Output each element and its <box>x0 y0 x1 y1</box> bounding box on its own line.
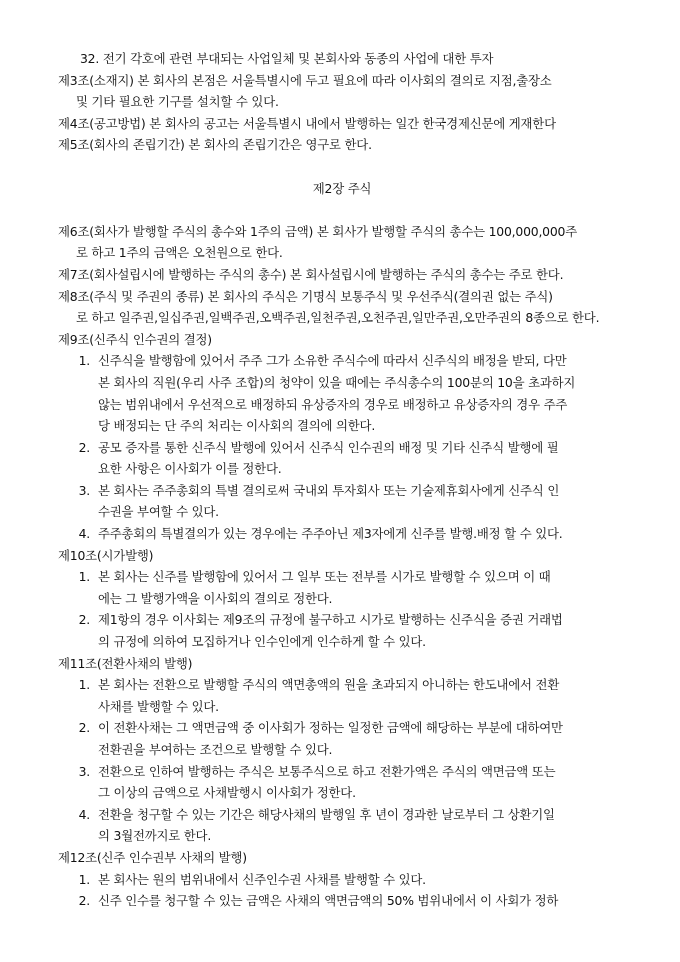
item-number: 3. <box>78 763 90 779</box>
list-item <box>58 869 626 891</box>
item-number: 1. <box>78 353 90 369</box>
item-number: 2. <box>78 612 90 628</box>
article-10-title: 제10조(시가발행) <box>58 547 154 563</box>
item-text-continuation: 에는 그 발행가액을 이사회의 결의로 정한다. <box>98 590 333 606</box>
item-text-continuation: 당 배정되는 단 주의 처리는 이사회의 결의에 의한다. <box>98 418 376 434</box>
article-10-items <box>58 566 626 652</box>
article-9-items <box>58 350 626 544</box>
list-item <box>58 480 626 502</box>
item-number: 4. <box>78 806 90 822</box>
list-item <box>58 890 626 912</box>
item-text: 본 회사는 주주총회의 특별 결의로써 국내외 투자회사 또는 기술제휴회사에게 신주식 인 <box>98 482 560 498</box>
spacer <box>58 156 626 178</box>
article-6-line-2: 로 하고 1주의 금액은 오천원으로 한다. <box>76 245 283 261</box>
item-text: 신주식을 발행함에 있어서 주주 그가 소유한 주식수에 따라서 신주식의 배정을 받되, 다만 <box>98 353 567 369</box>
item-number: 1. <box>78 677 90 693</box>
document-page <box>58 48 626 912</box>
item-text-continuation: 사채를 발행할 수 있다. <box>98 698 219 714</box>
item-text: 이 전환사채는 그 액면금액 중 이사회가 정하는 일정한 금액에 해당하는 부분에 대하여만 <box>98 720 563 736</box>
article-9-title: 제9조(신주식 인수권의 결정) <box>58 331 212 347</box>
article-5: 제5조(회사의 존립기간) 본 회사의 존립기간은 영구로 한다. <box>58 137 372 153</box>
article-8-line-1: 제8조(주식 및 주권의 종류) 본 회사의 주식은 기명식 보통주식 및 우선주식(결의권 없는 주식) <box>58 288 553 304</box>
list-item <box>58 717 626 739</box>
item-text-continuation: 의 규정에 의하여 모집하거나 인수인에게 인수하게 할 수 있다. <box>98 634 426 650</box>
item-text-continuation: 수권을 부여할 수 있다. <box>98 504 219 520</box>
article-3-line-2: 및 기타 필요한 기구를 설치할 수 있다. <box>76 94 279 110</box>
list-item <box>58 674 626 696</box>
item-32: 32. 전기 각호에 관련 부대되는 사업일체 및 본회사와 동종의 사업에 대한 투자 <box>80 51 494 66</box>
list-item <box>58 804 626 826</box>
item-text: 본 회사는 신주를 발행함에 있어서 그 일부 또는 전부를 시가로 발행할 수 있으며 이 때 <box>98 569 551 585</box>
article-7: 제7조(회사설립시에 발행하는 주식의 총수) 본 회사설립시에 발행하는 주식의 총수는 주로 한다. <box>58 266 564 282</box>
item-text-continuation: 않는 범위내에서 우선적으로 배정하되 유상증자의 경우로 배정하고 유상증자의 경우 주주 <box>98 396 568 412</box>
item-text-continuation: 그 이상의 금액으로 사채발행시 이사회가 정한다. <box>98 785 356 801</box>
article-6-line-1: 제6조(회사가 발행할 주식의 총수와 1주의 금액) 본 회사가 발행할 주식의 총수는 100,000,000주 <box>58 223 578 239</box>
item-text: 전환으로 인하여 발행하는 주식은 보통주식으로 하고 전환가액은 주식의 액면금액 또는 <box>98 763 556 779</box>
item-text-continuation: 요한 사항은 이사회가 이를 정한다. <box>98 461 282 477</box>
item-number: 2. <box>78 893 90 909</box>
article-8-line-2: 로 하고 일주권,일십주권,일백주권,오백주권,일천주권,오천주권,일만주권,오만주권의 8종으로 한다. <box>76 310 600 326</box>
article-11-items <box>58 674 626 847</box>
item-text-continuation: 전환권을 부여하는 조건으로 발행할 수 있다. <box>98 742 333 757</box>
spacer <box>58 199 626 221</box>
item-number: 2. <box>78 720 90 736</box>
article-12-title: 제12조(신주 인수권부 사채의 발행) <box>58 849 247 865</box>
item-number: 1. <box>78 871 90 887</box>
article-4: 제4조(공고방법) 본 회사의 공고는 서울특별시 내에서 발행하는 일간 한국경제신문에 게재한다 <box>58 115 556 131</box>
item-text: 본 회사는 원의 범위내에서 신주인수권 사채를 발행할 수 있다. <box>98 871 426 887</box>
item-number: 4. <box>78 526 90 542</box>
item-text: 공모 증자를 통한 신주식 발행에 있어서 신주식 인수권의 배정 및 기타 신주식 발행에 필 <box>98 439 559 455</box>
item-text: 신주 인수를 청구할 수 있는 금액은 사채의 액면금액의 50% 범위내에서 이 사회가 정하 <box>98 893 559 909</box>
item-text: 제1항의 경우 이사회는 제9조의 규정에 불구하고 시가로 발행하는 신주식을 증권 거래법 <box>98 612 563 628</box>
item-number: 2. <box>78 439 90 455</box>
item-text-continuation: 본 회사의 직원(우리 사주 조합)의 청약이 있을 때에는 주식총수의 100분의 10을 초과하지 <box>98 374 576 390</box>
article-11-title: 제11조(전환사채의 발행) <box>58 655 193 671</box>
article-3-line-1: 제3조(소재지) 본 회사의 본점은 서울특별시에 두고 필요에 따라 이사회의 결의로 지점,출장소 <box>58 72 552 88</box>
list-item <box>58 566 626 588</box>
item-text-continuation: 의 3월전까지로 한다. <box>98 828 212 844</box>
chapter-2-heading: 제2장 주식 <box>312 180 372 196</box>
item-number: 3. <box>78 482 90 498</box>
list-item <box>58 761 626 783</box>
article-12-items <box>58 869 626 912</box>
list-item <box>58 350 626 372</box>
item-text: 본 회사는 전환으로 발행할 주식의 액면총액의 원을 초과되지 아니하는 한도내에서 전환 <box>98 677 560 693</box>
item-number: 1. <box>78 569 90 585</box>
item-text: 전환을 청구할 수 있는 기간은 해당사채의 발행일 후 년이 경과한 날로부터 그 상환기일 <box>98 806 555 822</box>
list-item <box>58 437 626 459</box>
list-item <box>58 523 626 545</box>
item-text: 주주총회의 특별결의가 있는 경우에는 주주아닌 제3자에게 신주를 발행.배정 할 수 있다. <box>98 526 563 542</box>
list-item <box>58 609 626 631</box>
